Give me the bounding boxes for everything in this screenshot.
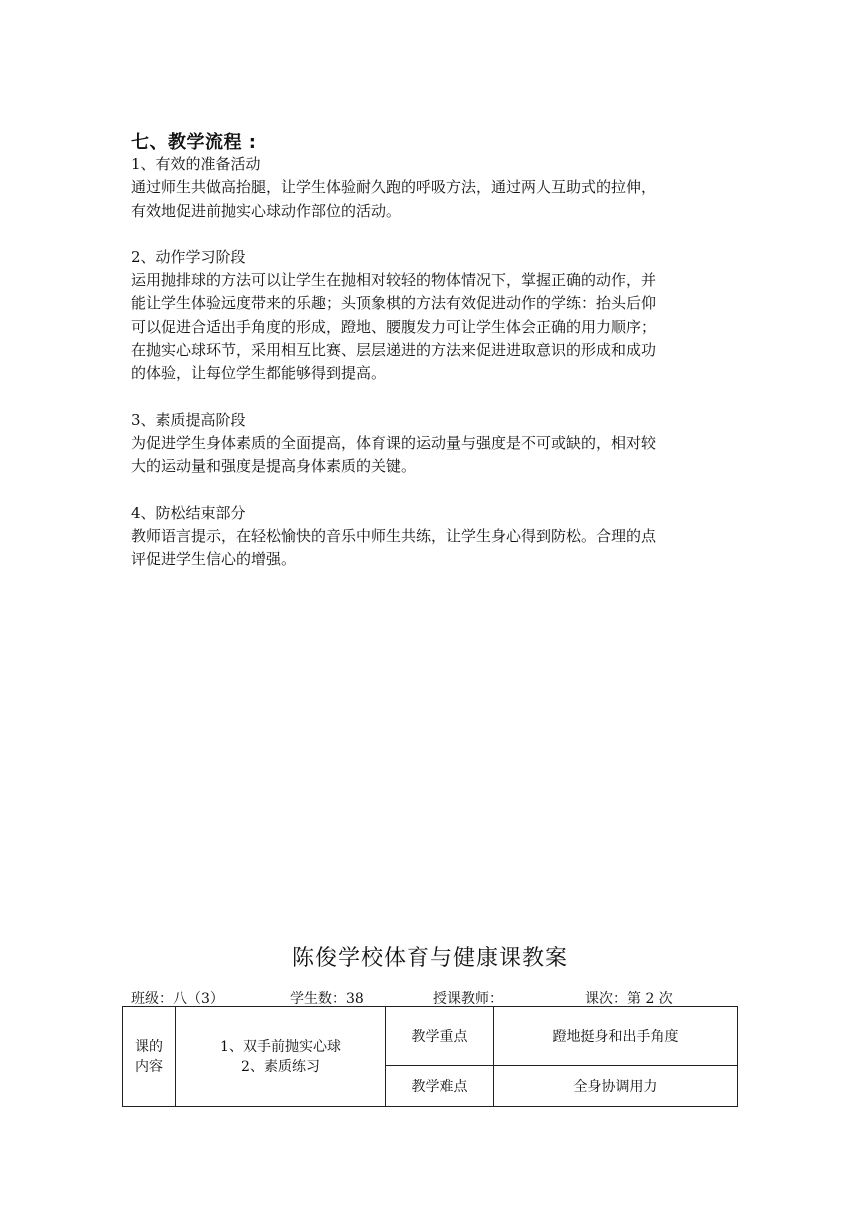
lesson-value: 第 2 次 xyxy=(627,991,673,1007)
content-line: 1、双手前抛实心球 xyxy=(220,1038,341,1055)
key-label-cell: 教学重点 xyxy=(386,1007,494,1066)
paragraph-line: 有效地促进前抛实心球动作部位的活动。 xyxy=(131,201,402,220)
paragraph-line: 为促进学生身体素质的全面提高，体育课的运动量与强度是不可或缺的，相对较 xyxy=(131,433,657,452)
content-line: 2、素质练习 xyxy=(241,1058,320,1075)
content-cell xyxy=(176,1007,386,1107)
lesson-label: 课次： xyxy=(585,991,627,1007)
teacher-label: 授课教师： xyxy=(433,991,503,1007)
paragraph-line: 教师语言提示，在轻松愉快的音乐中师生共练，让学生身心得到防松。合理的点 xyxy=(131,526,657,545)
paragraph-line: 运用抛排球的方法可以让学生在抛相对较轻的物体情况下，掌握正确的动作，并 xyxy=(131,271,657,290)
class-info xyxy=(131,988,224,1008)
lesson-info xyxy=(585,988,673,1008)
difficulty-value-cell: 全身协调用力 xyxy=(494,1066,738,1107)
lesson-table xyxy=(122,1006,738,1107)
content-label-line: 内容 xyxy=(135,1058,163,1075)
class-label: 班级： xyxy=(131,991,173,1007)
content-label-cell xyxy=(123,1007,176,1107)
paragraph-line: 的体验，让每位学生都能够得到提高。 xyxy=(131,364,387,383)
class-value: 八（3） xyxy=(173,991,224,1007)
paragraph-line: 大的运动量和强度是提高身体素质的关键。 xyxy=(131,457,417,476)
difficulty-label-cell: 教学难点 xyxy=(386,1066,494,1107)
students-label: 学生数： xyxy=(290,991,346,1007)
section-heading: 七、教学流程 : xyxy=(131,132,257,153)
lesson-plan-title: 陈俊学校体育与健康课教案 xyxy=(291,946,568,971)
teacher-info xyxy=(433,988,503,1008)
subsection-title: 4、防松结束部分 xyxy=(131,503,246,522)
content-label-line: 课的 xyxy=(135,1038,163,1055)
students-info xyxy=(290,988,364,1008)
paragraph-line: 评促进学生信心的增强。 xyxy=(131,550,297,569)
students-value: 38 xyxy=(346,991,364,1007)
paragraph-line: 通过师生共做高抬腿，让学生体验耐久跑的呼吸方法，通过两人互助式的拉伸， xyxy=(131,178,657,197)
key-value-cell: 蹬地挺身和出手角度 xyxy=(494,1007,738,1066)
subsection-title: 3、素质提高阶段 xyxy=(131,410,246,429)
paragraph-line: 在抛实心球环节，采用相互比赛、层层递进的方法来促进进取意识的形成和成功 xyxy=(131,341,657,360)
paragraph-line: 可以促进合适出手角度的形成，蹬地、腰腹发力可让学生体会正确的用力顺序； xyxy=(131,317,657,336)
teaching-flow xyxy=(131,153,731,571)
subsection-title: 2、动作学习阶段 xyxy=(131,247,246,266)
paragraph-line: 能让学生体验远度带来的乐趣；头顶象棋的方法有效促进动作的学练：抬头后仰 xyxy=(131,294,657,313)
subsection-title: 1、有效的准备活动 xyxy=(131,155,261,173)
